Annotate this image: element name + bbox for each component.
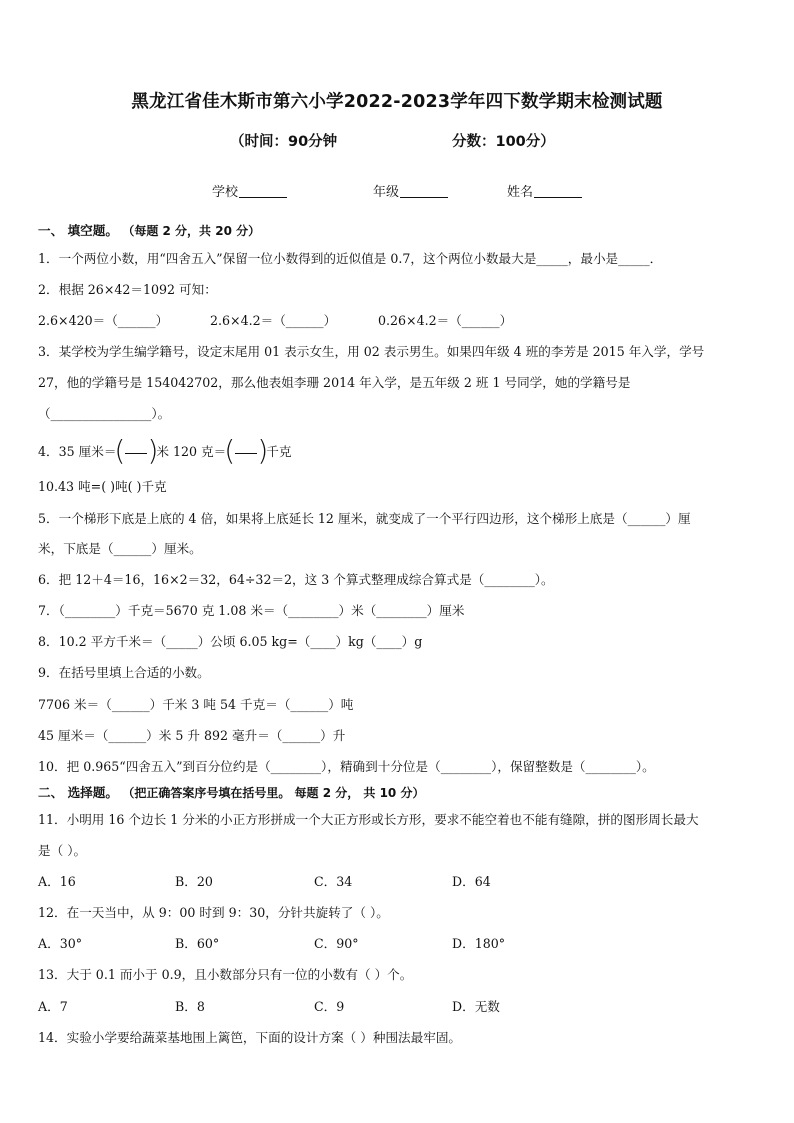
school-label: 学校 <box>212 185 239 200</box>
question-10: 10．把 0.965“四舍五入”到百分位约是（________），精确到十分位是（________），保留整数是（________）。 <box>38 759 655 774</box>
question-6: 6．把 12＋4＝16，16×2＝32，64÷32＝2，这 3 个算式整理成综合算式是（________）。 <box>38 572 554 587</box>
question-4-part-b: 米 120 克＝ <box>156 444 227 459</box>
name-field <box>507 181 582 200</box>
name-label: 姓名 <box>507 185 534 200</box>
exam-score: 分数：100分） <box>452 134 555 150</box>
school-blank[interactable] <box>239 185 287 198</box>
question-9: 9．在括号里填上合适的小数。 <box>38 665 210 680</box>
question-14: 14．实验小学要给蔬菜基地围上篱笆，下面的设计方案（ ）种围法最牢固。 <box>38 1030 462 1045</box>
grade-field <box>373 181 448 200</box>
q12-option-a[interactable]: A．30° <box>38 936 83 951</box>
question-11-line2: 是（ ）。 <box>38 843 87 858</box>
exam-time: （时间：90分钟 <box>230 134 338 150</box>
q13-option-d[interactable]: D．无数 <box>452 999 500 1014</box>
question-8: 8．10.2 平方千米＝（_____）公顷 6.05 kg=（____）kg（____）g <box>38 634 423 649</box>
question-1: 1．一个两位小数，用“四舍五入”保留一位小数得到的近似值是 0.7，这个两位小数最大是_____，最小是_____． <box>38 251 663 266</box>
grade-blank[interactable] <box>400 185 448 198</box>
question-3-line3: （________________）。 <box>38 406 171 421</box>
section-fill-in <box>38 222 260 240</box>
question-13: 13．大于 0.1 而小于 0.9，且小数部分只有一位的小数有（ ）个。 <box>38 967 413 982</box>
question-9-b: 45 厘米＝（______）米 5 升 892 毫升＝（______）升 <box>38 728 346 743</box>
grade-label: 年级 <box>373 185 400 200</box>
q11-option-b[interactable]: B．20 <box>175 874 213 889</box>
fraction-blank-kilograms[interactable]: ( ) <box>224 433 269 467</box>
school-field <box>212 181 287 200</box>
section-choice <box>38 784 424 802</box>
q13-option-c[interactable]: C．9 <box>314 999 345 1014</box>
question-4-part-a: 4．35 厘米＝ <box>38 444 117 459</box>
section-choice-note: （把正确答案序号填在括号里。 每题 2 分， 共 10 分） <box>122 786 425 800</box>
q12-option-b[interactable]: B．60° <box>175 936 220 951</box>
question-2: 2．根据 26×42＝1092 可知： <box>38 282 217 297</box>
question-12: 12．在一天当中，从 9：00 时到 9：30，分针共旋转了（ ）。 <box>38 905 389 920</box>
question-2-c: 0.26×4.2＝（______） <box>378 313 513 328</box>
question-4 <box>38 433 292 468</box>
question-5-line1: 5．一个梯形下底是上底的 4 倍，如果将上底延长 12 厘米，就变成了一个平行四边形，这个梯形上底是（______）厘 <box>38 511 691 526</box>
question-9-a: 7706 米＝（______）千米 3 吨 54 千克＝（______）吨 <box>38 697 354 712</box>
question-5-line2: 米，下底是（______）厘米。 <box>38 541 202 556</box>
q12-option-c[interactable]: C．90° <box>314 936 359 951</box>
q11-option-c[interactable]: C．34 <box>314 874 353 889</box>
question-4-line2: 10.43 吨=( )吨( )千克 <box>38 479 167 494</box>
fraction-blank-meters[interactable]: ( ) <box>114 433 159 467</box>
page-title: 黑龙江省佳木斯市第六小学2022-2023学年四下数学期末检测试题 <box>131 92 663 112</box>
question-3-line2: 27，他的学籍号是 154042702，那么他表姐李珊 2014 年入学，是五年级 2 班 1 号同学，她的学籍号是 <box>38 375 631 390</box>
q13-option-b[interactable]: B．8 <box>175 999 205 1014</box>
section-fill-in-note: （每题 2 分，共 20 分） <box>122 224 261 238</box>
q11-option-a[interactable]: A．16 <box>38 874 76 889</box>
section-fill-in-title: 一、 填空题。 <box>38 223 118 238</box>
question-2-b: 2.6×4.2＝（______） <box>210 313 337 328</box>
question-4-part-c: 千克 <box>266 444 292 459</box>
name-blank[interactable] <box>534 185 582 198</box>
q12-option-d[interactable]: D．180° <box>452 936 506 951</box>
q13-option-a[interactable]: A．7 <box>38 999 68 1014</box>
question-11-line1: 11．小明用 16 个边长 1 分米的小正方形拼成一个大正方形或长方形，要求不能空着也不能有缝隙，拼的图形周长最大 <box>38 812 699 827</box>
q11-option-d[interactable]: D．64 <box>452 874 491 889</box>
section-choice-title: 二、 选择题。 <box>38 785 118 800</box>
question-3-line1: 3．某学校为学生编学籍号，设定末尾用 01 表示女生，用 02 表示男生。如果四年级 4 班的李芳是 2015 年入学，学号 <box>38 344 705 359</box>
question-2-a: 2.6×420＝（______） <box>38 313 169 328</box>
question-7: 7．（________）千克＝5670 克 1.08 米＝（________）米（________）厘米 <box>38 603 465 618</box>
